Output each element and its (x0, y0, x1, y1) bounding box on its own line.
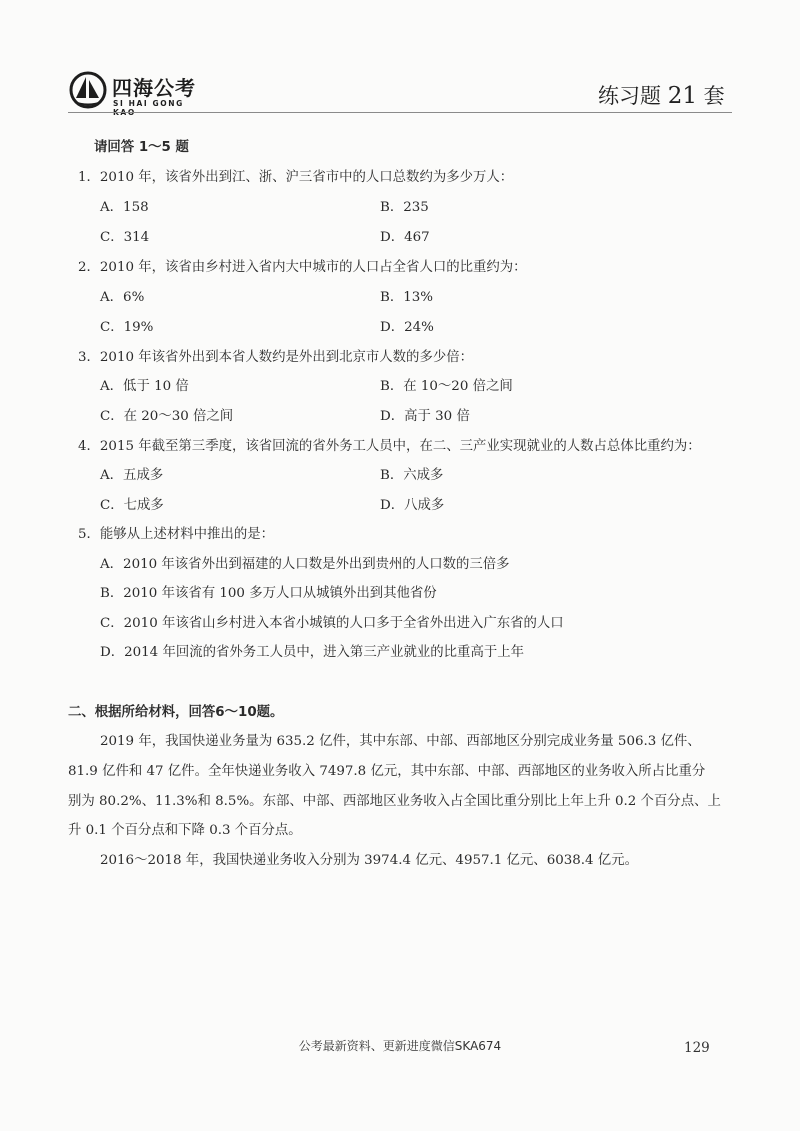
sailboat-logo-icon (68, 70, 108, 110)
question-2-option-c: C．19% (100, 320, 154, 335)
question-3-option-a: A．低于 10 倍 (100, 379, 189, 394)
question-stem-3: 3．2010 年该省外出到本省人数约是外出到北京市人数的多少倍： (78, 350, 474, 365)
question-3-option-b: B．在 10～20 倍之间 (380, 379, 513, 394)
question-4-option-d: D．八成多 (380, 498, 445, 513)
header-divider (68, 112, 732, 113)
set-title-label: 练习题 (598, 84, 661, 108)
section-2-paragraph-2: 2016～2018 年，我国快递业务收入分别为 3974.4 亿元、4957.1 亿元、6038.4 亿元。 (100, 853, 638, 868)
question-5-option-c: C．2010 年该省山乡村进入本省小城镇的人口多于全省外出进入广东省的人口 (100, 616, 564, 631)
question-4-option-b: B．六成多 (380, 468, 444, 483)
question-stem-2: 2．2010 年，该省由乡村进入省内大中城市的人口占全省人口的比重约为： (78, 260, 527, 275)
set-title-number: 21 (667, 83, 697, 109)
question-stem-5: 5．能够从上述材料中推出的是： (78, 527, 274, 542)
question-1-option-b: B．235 (380, 200, 429, 215)
footer-note: 公考最新资料、更新进度微信SKA674 (298, 1039, 502, 1053)
section-2-heading: 二、根据所给材料，回答6～10题。 (68, 705, 284, 720)
brand-name-cn: 四海公考 (112, 76, 196, 100)
page-number: 129 (684, 1040, 710, 1056)
question-4-option-c: C．七成多 (100, 498, 164, 513)
question-2-option-b: B．13% (380, 290, 433, 305)
set-title-suffix: 套 (703, 84, 725, 108)
section-2-paragraph-line: 升 0.1 个百分点和下降 0.3 个百分点。 (68, 823, 302, 838)
section-2-paragraph-line: 别为 80.2%、11.3%和 8.5%。东部、中部、西部地区业务收入占全国比重分别比上年上升 0.2 个百分点、上 (68, 794, 721, 809)
section-2-paragraph-line: 2019 年，我国快递业务量为 635.2 亿件，其中东部、中部、西部地区分别完成业务量 506.3 亿件、 (100, 734, 701, 749)
question-3-option-d: D．高于 30 倍 (380, 409, 470, 424)
question-stem-4: 4．2015 年截至第三季度，该省回流的省外务工人员中，在二、三产业实现就业的人数占总体比重约为： (78, 439, 701, 454)
question-4-option-a: A．五成多 (100, 468, 164, 483)
question-5-option-a: A．2010 年该省外出到福建的人口数是外出到贵州的人口数的三倍多 (100, 557, 510, 572)
questions-intro: 请回答 1～5 题 (94, 140, 189, 155)
brand-name-en: SI HAI GONG KAO (113, 99, 184, 117)
question-5-option-d: D．2014 年回流的省外务工人员中，进入第三产业就业的比重高于上年 (100, 645, 525, 660)
question-5-option-b: B．2010 年该省有 100 多万人口从城镇外出到其他省份 (100, 586, 437, 601)
question-2-option-a: A．6% (100, 290, 145, 305)
question-stem-1: 1．2010 年，该省外出到江、浙、沪三省市中的人口总数约为多少万人： (78, 170, 514, 185)
question-1-option-d: D．467 (380, 230, 430, 245)
brand-logo (68, 70, 198, 117)
section-2-paragraph-line: 81.9 亿件和 47 亿件。全年快递业务收入 7497.8 亿元，其中东部、中部、西部地区的业务收入所占比重分 (68, 764, 706, 779)
question-2-option-d: D．24% (380, 320, 434, 335)
question-1-option-c: C．314 (100, 230, 150, 245)
question-3-option-c: C．在 20～30 倍之间 (100, 409, 234, 424)
question-1-option-a: A．158 (100, 200, 149, 215)
set-title (598, 80, 725, 110)
